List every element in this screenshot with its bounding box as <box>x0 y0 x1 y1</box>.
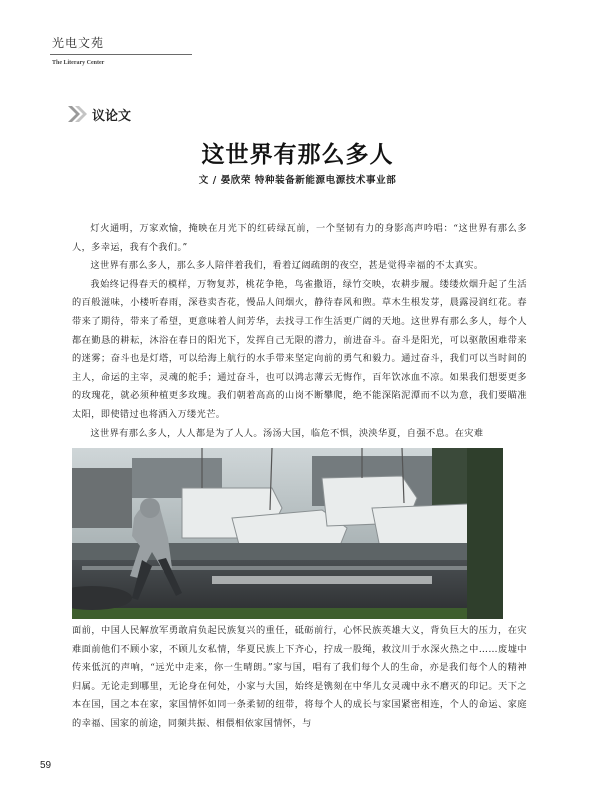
header-divider <box>50 54 192 55</box>
section-header-en: The Literary Center <box>52 60 105 66</box>
section-header-cn: 光电文苑 <box>52 36 105 50</box>
article-photo <box>72 448 503 619</box>
paragraph: 这世界有那么多人，那么多人陪伴着我们，看着辽阔疏朗的夜空，甚是觉得幸福的不太真实。 <box>90 260 484 272</box>
photo-runner-harbor <box>72 448 503 619</box>
section-tag-label: 议论文 <box>92 108 132 124</box>
section-tag <box>66 104 131 124</box>
paragraph: 这世界有那么多人，人人都是为了人人。汤汤大国，临危不惧，泱泱华夏，自强不息。在灾难 <box>90 427 484 439</box>
double-chevron-right-icon <box>66 104 88 124</box>
article-body-top <box>72 220 527 443</box>
paragraph: 面前，中国人民解放军勇敢肩负起民族复兴的重任，砥砺前行，心怀民族英雄大义，背负巨大的压力，在灾难面前他们不顾小家，不顾儿女私情，华夏民族上下齐心，拧成一股绳，救汶川于水深火热之中……废墟中传来低沉的声响，“远光中走来，你一生晴朗。”家与国，唱有了我们每个人的生命，亦是我们每个人的精神归属。无论走到哪里，无论身在何处，小家与大国，始终是镌刻在中华儿女灵魂中永不磨灭的印记。天下之本在国，国之本在家，家国情怀如同一条柔韧的纽带，将每个人的成长与家国紧密相连，个人的命运、家庭的幸福、国家的前途，同频共振、相偎相依家国情怀，与 <box>72 625 527 729</box>
page-number: 59 <box>40 760 52 771</box>
article-byline: 文 / 晏欣荣 特种装备新能源电源技术事业部 <box>198 175 397 186</box>
paragraph: 我始终记得春天的模样，万物复苏，桃花争艳，鸟雀撒语，绿竹交映，农耕步履。缕缕炊烟升起了生活的百般滋味，小楼听春雨，深巷卖杏花，慢品人间烟火，静待春风和煦。草木生根发芽，晨露浸润红花。春带来了期待，带来了希望，更意味着人间芳华，去找寻工作生活更广阔的天地。这世界有那么多人，每个人都在勤恳的耕耘，沐浴在春日的阳光下，发挥自己无限的潜力，前进奋斗。奋斗是阳光，可以驱散困难带来的迷雾；奋斗也是灯塔，可以给海上航行的水手带来坚定向前的勇气和毅力。通过奋斗，我们可以当时间的主人，命运的主宰，灵魂的舵手；通过奋斗，也可以鸿志薄云无悔作，百年饮冰血不凉。如果我们想要更多的玫瑰花，就必须种植更多玫瑰。我们朝着高高的山岗不断攀爬，绝不能深陷泥潭而不以为意，我们要瞄准太阳，即使错过也将洒入万缕光芒。 <box>72 278 527 420</box>
article-title: 这世界有那么多人 <box>201 142 394 168</box>
article-body-bottom <box>72 622 527 734</box>
paragraph: 灯火通明，万家欢愉，掩映在月光下的红砖绿瓦前，一个坚韧有力的身影高声吟唱：“这世界有那么多人，多幸运，我有个我们。” <box>72 223 527 253</box>
